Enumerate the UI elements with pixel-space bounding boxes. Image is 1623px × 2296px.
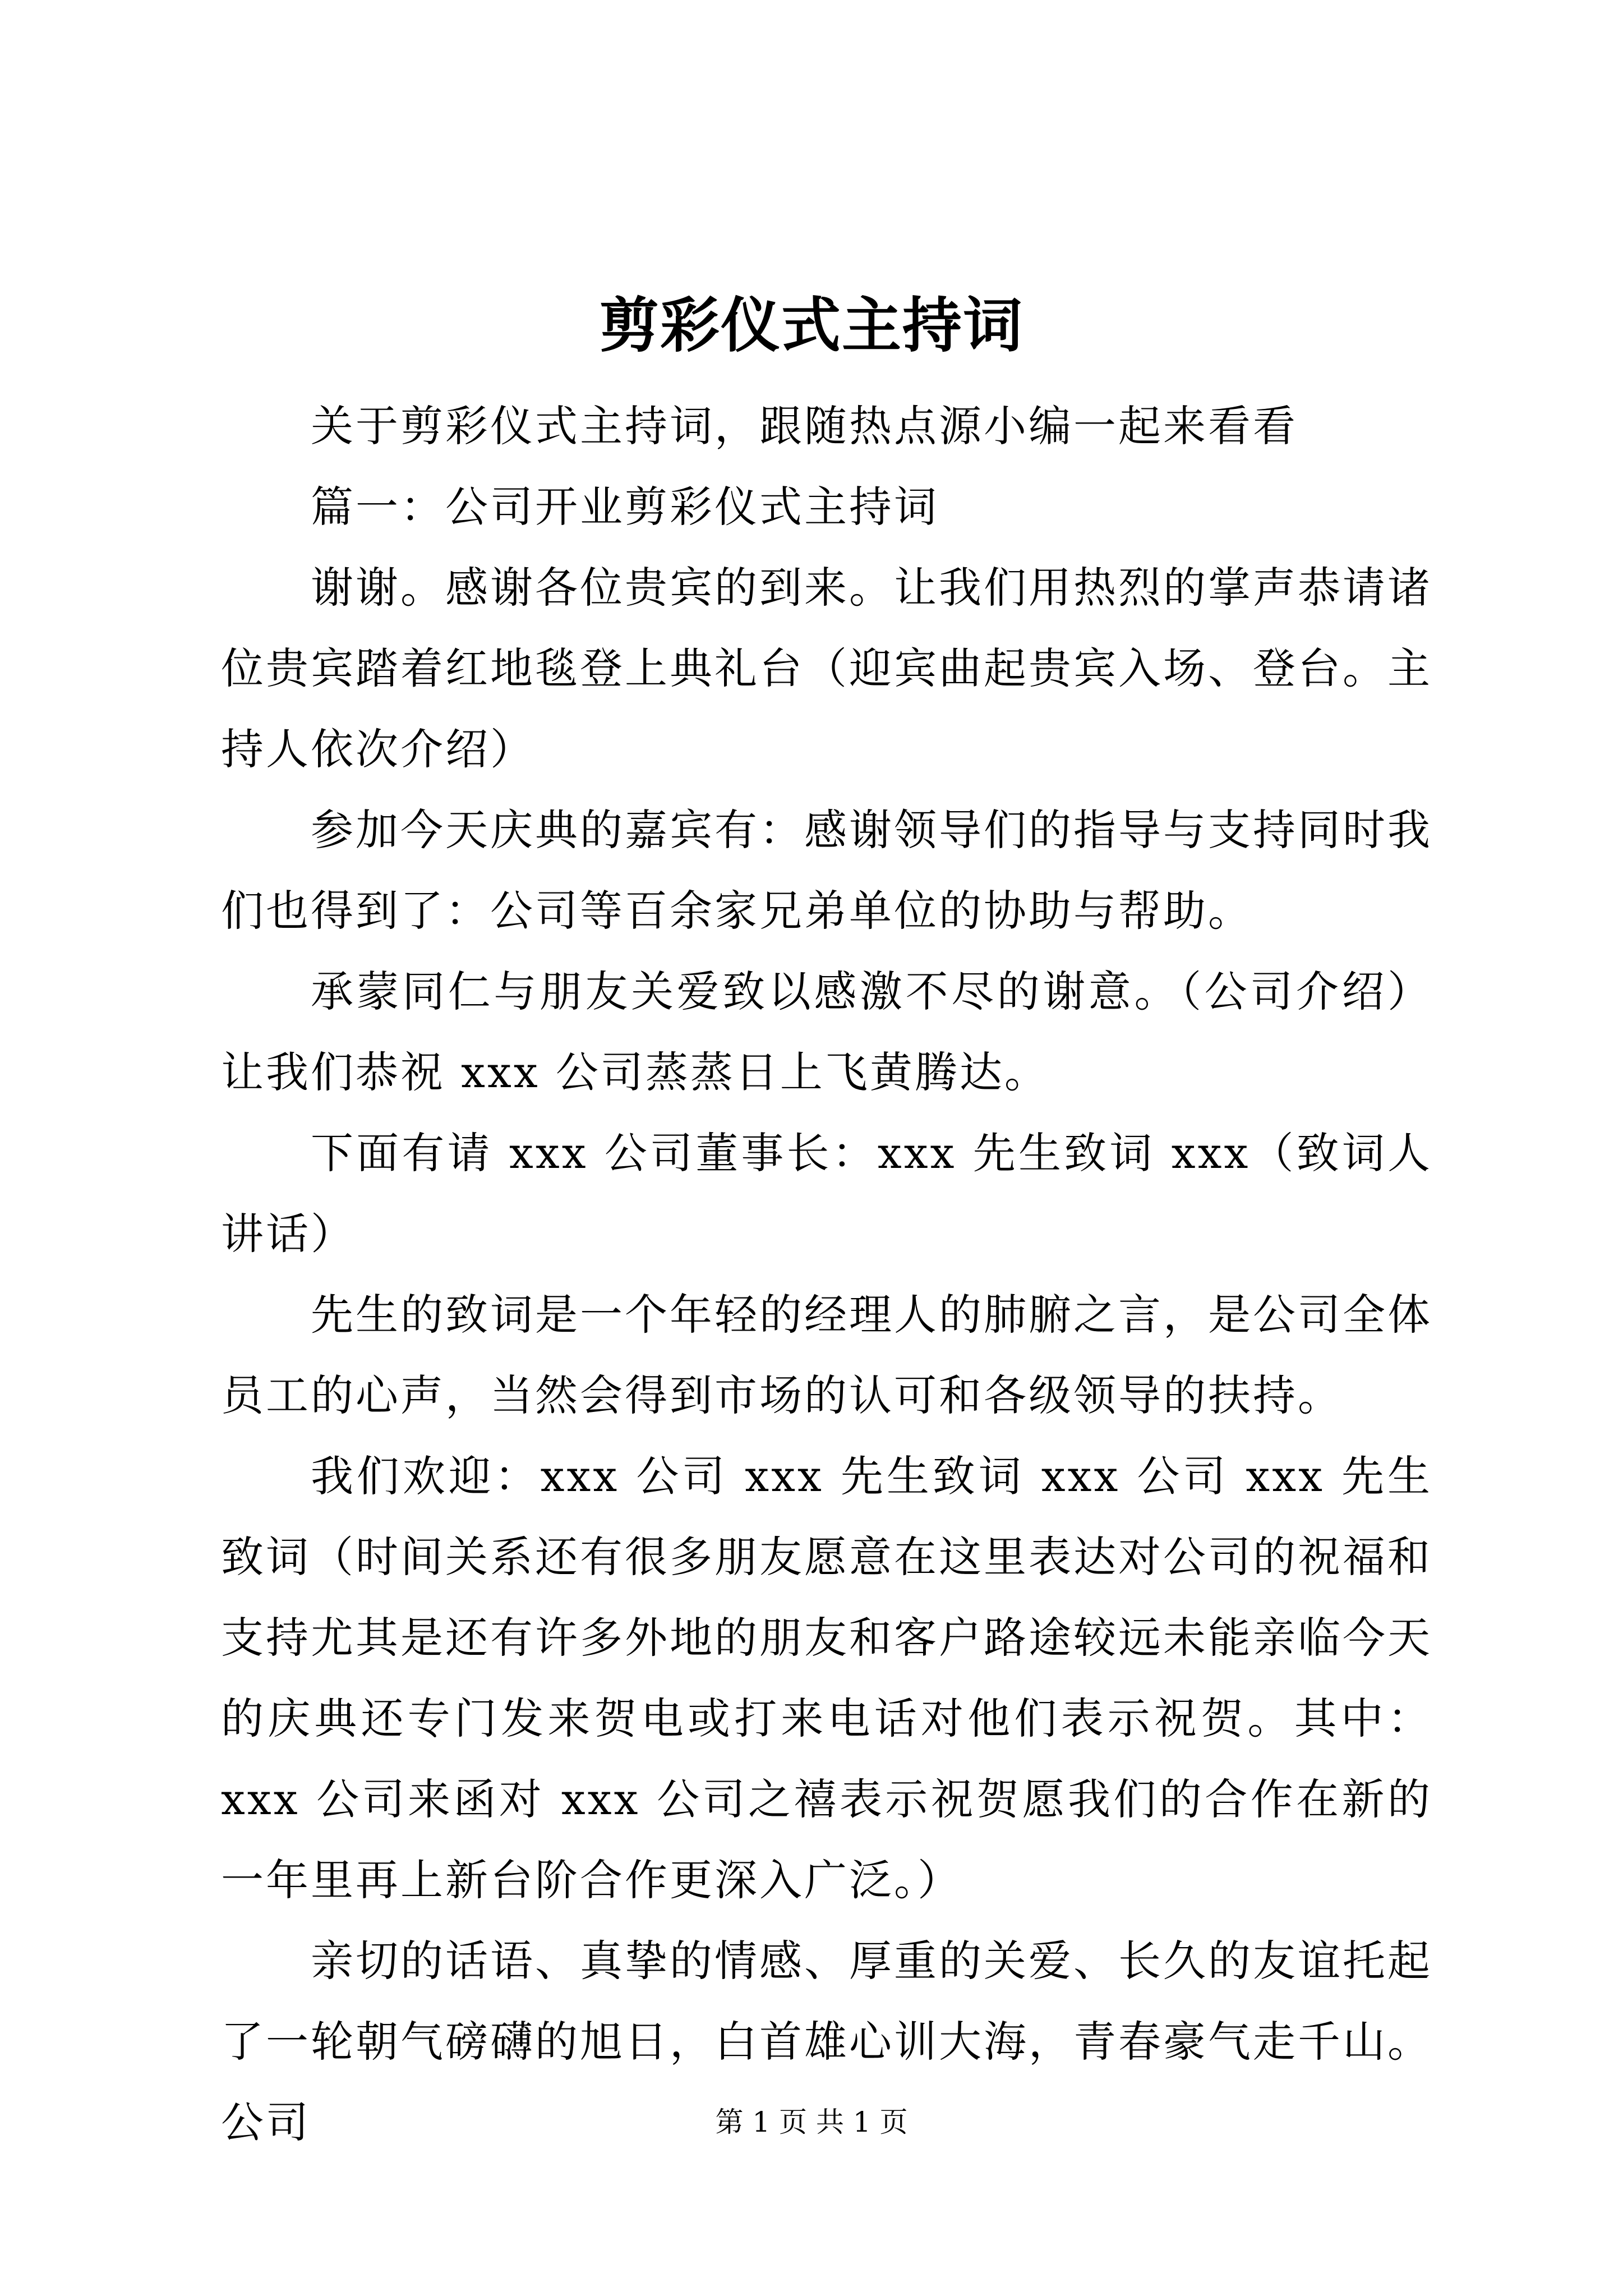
paragraph-gratitude: 承蒙同仁与朋友关爱致以感激不尽的谢意。（公司介绍）让我们恭祝 xxx 公司蒸蒸日上飞黄腾达。 [221, 967, 1432, 1097]
document-title: 剪彩仪式主持词 [600, 290, 1023, 360]
document-body [221, 386, 1432, 2163]
paragraph-welcome: 我们欢迎：xxx 公司 xxx 先生致词 xxx 公司 xxx 先生致词（时间关系还有很多朋友愿意在这里表达对公司的祝福和支持尤其是还有许多外地的朋友和客户路途较远未能亲临今天的庆典还专门发来贺电或打来电话对他们表示祝贺。其中：xxx 公司来函对 xxx 公司之禧表示祝贺愿我们的合作在新的一年里再上新台阶合作更深入广泛。） [221, 1451, 1432, 1905]
paragraph-thanks: 谢谢。感谢各位贵宾的到来。让我们用热烈的掌声恭请诸位贵宾踏着红地毯登上典礼台（迎宾曲起贵宾入场、登台。主持人依次介绍） [221, 563, 1432, 774]
paragraph-closing: 亲切的话语、真挚的情感、厚重的关爱、长久的友谊托起了一轮朝气磅礴的旭日，白首雄心训大海，青春豪气走千山。公司 [221, 1936, 1432, 2147]
paragraph-intro: 关于剪彩仪式主持词，跟随热点源小编一起来看看 [311, 401, 1298, 451]
paragraph-speech-remarks: 先生的致词是一个年轻的经理人的肺腑之言，是公司全体员工的心声，当然会得到市场的认可和各级领导的扶持。 [221, 1290, 1432, 1420]
paragraph-chairman-speech: 下面有请 xxx 公司董事长：xxx 先生致词 xxx（致词人讲话） [221, 1128, 1432, 1259]
paragraph-chapter-heading: 篇一：公司开业剪彩仪式主持词 [311, 482, 939, 532]
paragraph-guests: 参加今天庆典的嘉宾有：感谢领导们的指导与支持同时我们也得到了：公司等百余家兄弟单位的协助与帮助。 [221, 805, 1432, 936]
page-footer: 第 1 页 共 1 页 [715, 2106, 908, 2138]
